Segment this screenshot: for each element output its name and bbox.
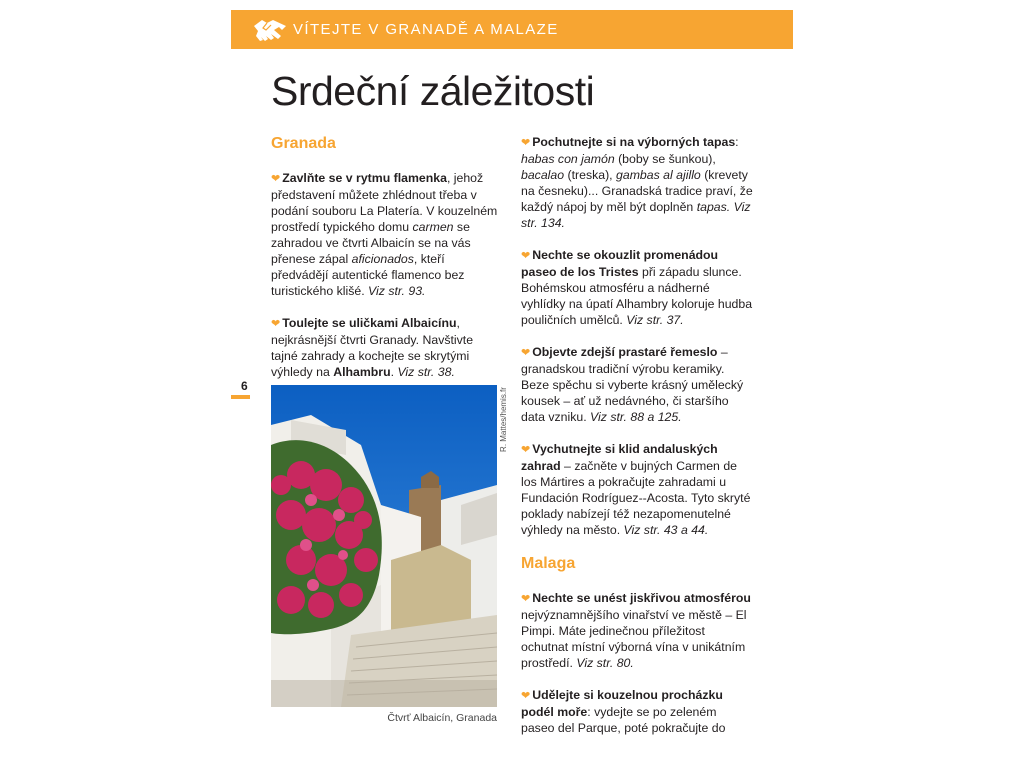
handshake-icon <box>253 15 289 45</box>
item-text: , kteří předvádějí autentické flamenco bez turistického klišé. <box>271 252 465 298</box>
page-reference: Viz str. 88 a 125. <box>590 410 682 424</box>
left-column <box>271 134 503 396</box>
item-italic: carmen <box>412 220 454 234</box>
item-italic: bacalao <box>521 168 565 182</box>
item-text: při západu slunce. Bohémskou atmosféru a nádherné vyhlídky na úpatí Alhambry koloruje hudba pouličních umělců. <box>521 265 753 327</box>
item-italic: tapas. <box>696 200 731 214</box>
page-reference: Viz str. 134. <box>521 200 751 230</box>
heart-icon: ❤ <box>521 250 531 262</box>
item-italic: habas con jamón <box>521 152 615 166</box>
item-title: Vychutnejte si klid andaluských zahrad <box>521 442 718 473</box>
page-title: Srdeční záležitosti <box>271 68 595 114</box>
item-text: nejvýznamnějšího vinařství ve městě – El Pimpi. Máte jedinečnou příležitost ochutnat místní výborná vína v unikátním prostředí. <box>521 608 747 670</box>
item-text: : <box>735 135 739 149</box>
list-item <box>521 590 753 671</box>
item-text: : vydejte se po zeleném paseo del Parque, poté pokračujte do <box>521 705 726 735</box>
page-reference: Viz str. 38. <box>397 365 455 379</box>
page-reference: Viz str. 37. <box>626 313 684 327</box>
item-text: (krevety na česneku)... Granadská tradice praví, že každý nápoj by měl být doplněn <box>521 168 753 214</box>
item-text: . <box>390 365 398 379</box>
banner-title: VÍTEJTE V GRANADĚ A MALAZE <box>293 21 559 38</box>
item-bold: Alhambru <box>333 365 391 379</box>
list-item <box>521 134 753 231</box>
page-reference: Viz str. 43 a 44. <box>623 523 709 537</box>
right-column <box>521 134 753 752</box>
photo-caption: Čtvrť Albaicín, Granada <box>387 712 497 724</box>
list-item <box>521 441 753 538</box>
item-italic: gambas al ajillo <box>616 168 701 182</box>
page-marker <box>231 395 250 399</box>
photo-credit-text: R. Mattes/hemis.fr <box>498 387 508 452</box>
list-item <box>521 687 753 736</box>
item-text: – granadskou tradiční výrobu keramiky. Beze spěchu si vyberte krásný umělecký kousek – ať už nedávného, či staršího data vzniku. <box>521 345 744 424</box>
section-heading-malaga: Malaga <box>521 555 576 572</box>
item-text: – začněte v bujných Carmen de los Mártires a pokračujte zahradami u Fundación Rodríguez--Acosta. Tyto skryté poklady nabízejí též nezapomenutelné výhledy na město. <box>521 459 751 537</box>
item-text: (treska), <box>564 168 617 182</box>
item-title: Nechte se unést jiskřivou atmosférou <box>532 591 751 605</box>
list-item <box>521 247 753 328</box>
header-banner <box>231 10 793 49</box>
item-title: Nechte se okouzlit promenádou paseo de los Tristes <box>521 248 719 279</box>
item-title: Pochutnejte si na výborných tapas <box>532 135 736 149</box>
page-number: 6 <box>241 379 248 393</box>
heart-icon: ❤ <box>521 137 531 149</box>
item-italic: aficionados <box>351 252 414 266</box>
heart-icon: ❤ <box>521 593 531 605</box>
heart-icon: ❤ <box>271 173 281 185</box>
item-title: Udělejte si kouzelnou procházku podél moře <box>521 688 723 719</box>
albaicin-photo <box>271 385 497 707</box>
item-text: , jehož představení můžete zhlédnout třeba v podání souboru La Platería. V kouzelném prostředí typického domu <box>271 171 498 234</box>
item-text: (boby se šunkou), <box>614 152 716 166</box>
photo-credit <box>498 385 511 455</box>
heart-icon: ❤ <box>521 347 531 359</box>
item-title: Zavlňte se v rytmu flamenka <box>282 171 447 185</box>
page-reference: Viz str. 80. <box>576 656 634 670</box>
heart-icon: ❤ <box>271 318 281 330</box>
heart-icon: ❤ <box>521 690 531 702</box>
section-heading-granada: Granada <box>271 135 336 152</box>
page-reference: Viz str. 93. <box>368 284 426 298</box>
list-item <box>521 344 753 425</box>
heart-icon: ❤ <box>521 444 531 456</box>
item-title: Toulejte se uličkami Albaicínu <box>282 316 457 330</box>
item-title: Objevte zdejší prastaré řemeslo <box>532 345 718 359</box>
list-item <box>271 315 503 380</box>
list-item <box>271 170 503 299</box>
item-text: se zahradou ve čtvrti Albaicín se na vás přenese zápal <box>271 220 471 266</box>
item-text: , nejkrásnější čtvrti Granady. Navštivte tajné zahrady a kochejte se skrytými výhledy na <box>271 316 474 379</box>
